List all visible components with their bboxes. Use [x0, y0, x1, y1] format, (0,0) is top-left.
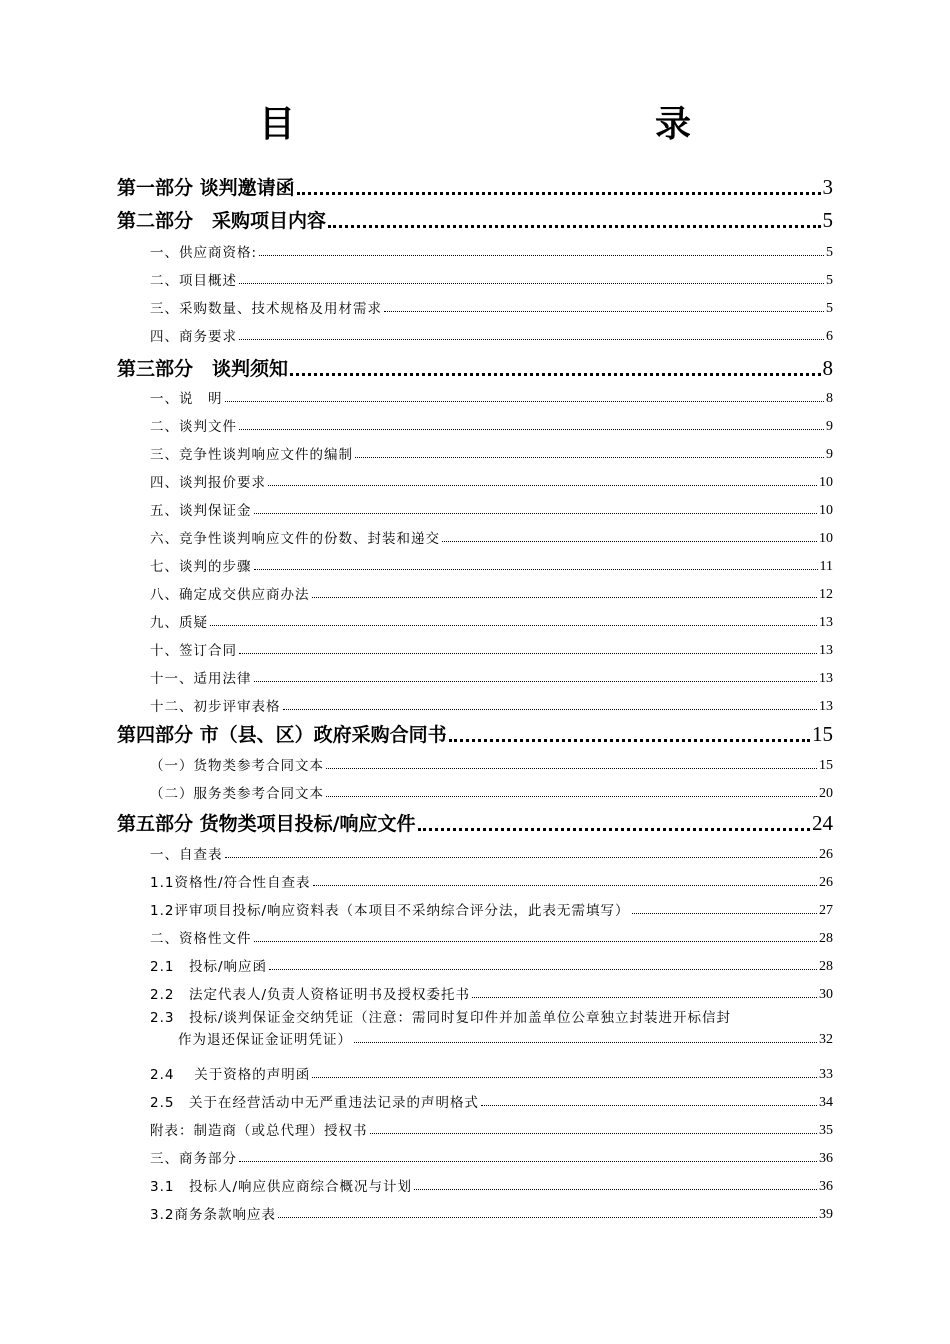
toc-entry-label: 三、竞争性谈判响应文件的编制 [150, 447, 353, 463]
dot-leader [283, 709, 818, 710]
dot-leader [239, 339, 824, 340]
toc-entry-label: 四、商务要求 [150, 329, 237, 345]
toc-entry-page: 33 [819, 1067, 833, 1082]
dot-leader [210, 625, 817, 626]
toc-entry[interactable] [150, 1145, 833, 1167]
dot-leader [254, 569, 818, 570]
toc-entry-page: 9 [826, 447, 833, 462]
toc-entry-page: 28 [819, 931, 833, 946]
toc-entry[interactable] [150, 323, 833, 345]
dot-leader [326, 768, 817, 769]
toc-entry-page: 6 [826, 329, 833, 344]
dot-leader [354, 1042, 817, 1043]
toc-entry-label: 1.2评审项目投标/响应资料表（本项目不采纳综合评分法，此表无需填写） [150, 903, 630, 919]
toc-entry-label: 九、质疑 [150, 615, 208, 631]
toc-entry-label: 2.5 关于在经营活动中无严重违法记录的声明格式 [150, 1095, 479, 1111]
dot-leader [254, 513, 818, 514]
toc-entry-label: 2.1 投标/响应函 [150, 959, 268, 975]
toc-entry[interactable] [150, 553, 833, 575]
toc-entry[interactable] [150, 869, 833, 891]
dot-leader [278, 1217, 817, 1218]
toc-entry-label: 一、说 明 [150, 391, 223, 407]
dot-leader [418, 828, 810, 831]
dot-leader [370, 1133, 818, 1134]
toc-entry-label: 七、谈判的步骤 [150, 559, 252, 575]
dot-leader [313, 885, 817, 886]
toc-entry-page: 26 [819, 875, 833, 890]
toc-entry-label: 六、竞争性谈判响应文件的份数、封装和递交 [150, 531, 440, 547]
toc-entry-part-2[interactable] [117, 203, 833, 233]
dot-leader [328, 225, 820, 228]
toc-entry-label: 第一部分 谈判邀请函 [117, 177, 295, 199]
dot-leader [355, 457, 824, 458]
toc-entry-page: 39 [819, 1207, 833, 1222]
dot-leader [632, 913, 817, 914]
dot-leader [254, 941, 818, 942]
dot-leader [326, 796, 817, 797]
dot-leader [239, 283, 824, 284]
toc-entry-label: 二、项目概述 [150, 273, 237, 289]
toc-entry-page: 15 [812, 722, 833, 746]
toc-entry[interactable] [150, 665, 833, 687]
toc-entry[interactable] [150, 925, 833, 947]
toc-entry[interactable] [150, 1089, 833, 1111]
toc-entry[interactable] [150, 239, 833, 261]
toc-entry[interactable] [150, 1201, 833, 1223]
dot-leader [239, 1161, 817, 1162]
toc-entry[interactable] [150, 441, 833, 463]
toc-entry[interactable] [150, 295, 833, 317]
toc-entry-label: 第三部分 谈判须知 [117, 358, 289, 380]
toc-entry-page: 13 [819, 643, 833, 658]
toc-entry-page: 10 [819, 475, 833, 490]
toc-entry-page: 32 [819, 1032, 833, 1047]
toc-entry-page: 8 [826, 391, 833, 406]
toc-entry-label: 2.2 法定代表人/负责人资格证明书及授权委托书 [150, 987, 471, 1003]
toc-entry[interactable] [150, 1173, 833, 1195]
toc-entry[interactable] [150, 693, 833, 715]
dot-leader [239, 429, 824, 430]
toc-entry-label: 2.3 投标/谈判保证金交纳凭证（注意：需同时复印件并加盖单位公章独立封装进开标信封 [150, 1010, 732, 1026]
toc-entry[interactable] [150, 385, 833, 407]
toc-entry-continuation [150, 1028, 833, 1048]
toc-entry-label: 四、谈判报价要求 [150, 475, 266, 491]
toc-entry-label: 3.1 投标人/响应供应商综合概况与计划 [150, 1179, 413, 1195]
toc-entry-label: 八、确定成交供应商办法 [150, 587, 310, 603]
dot-leader [442, 541, 817, 542]
toc-entry-label: 三、采购数量、技术规格及用材需求 [150, 301, 382, 317]
dot-leader [384, 311, 824, 312]
toc-entry-part-1[interactable] [117, 170, 833, 200]
dot-leader [481, 1105, 817, 1106]
toc-entry[interactable] [150, 637, 833, 659]
toc-entry-page: 5 [826, 273, 833, 288]
toc-entry-page: 5 [822, 208, 833, 232]
dot-leader [297, 192, 821, 195]
toc-entry-label: 第二部分 采购项目内容 [117, 210, 327, 232]
toc-entry-page: 24 [812, 811, 833, 835]
toc-entry-label: 一、供应商资格: [150, 245, 258, 261]
dot-leader [269, 969, 817, 970]
toc-entry-label: 三、商务部分 [150, 1151, 237, 1167]
toc-entry-label: 一、自查表 [150, 847, 223, 863]
toc-entry-page: 3 [822, 175, 833, 199]
toc-entry-page: 27 [819, 903, 833, 918]
toc-entry-page: 13 [819, 699, 833, 714]
dot-leader [449, 739, 810, 742]
toc-entry-label: 2.4 关于资格的声明函 [150, 1067, 311, 1083]
toc-entry[interactable] [150, 497, 833, 519]
toc-entry[interactable] [150, 413, 833, 435]
toc-entry-page: 36 [819, 1151, 833, 1166]
toc-entry-page: 34 [819, 1095, 833, 1110]
toc-entry-page: 10 [819, 503, 833, 518]
toc-entry-label: （一）货物类参考合同文本 [150, 758, 324, 774]
toc-entry-page: 36 [819, 1179, 833, 1194]
toc-entry-page: 30 [819, 987, 833, 1002]
toc-entry-label: 第五部分 货物类项目投标/响应文件 [117, 813, 416, 835]
toc-entry-page: 10 [819, 531, 833, 546]
toc-entry-page: 5 [826, 301, 833, 316]
toc-entry-label: 1.1资格性/符合性自查表 [150, 875, 311, 891]
toc-entry-label: 二、资格性文件 [150, 931, 252, 947]
toc-entry-part-3[interactable] [117, 351, 833, 381]
toc-entry[interactable] [150, 469, 833, 491]
toc-entry-label: 十二、初步评审表格 [150, 699, 281, 715]
toc-entry-page: 12 [819, 587, 833, 602]
toc-entry-page: 9 [826, 419, 833, 434]
dot-leader [312, 597, 818, 598]
dot-leader [225, 401, 825, 402]
toc-entry-label: （二）服务类参考合同文本 [150, 786, 324, 802]
toc-entry-page: 28 [819, 959, 833, 974]
toc-entry[interactable] [150, 780, 833, 802]
toc-entry-page: 5 [826, 245, 833, 260]
dot-leader [225, 857, 818, 858]
dot-leader [290, 373, 820, 376]
toc-entry[interactable] [150, 1117, 833, 1139]
dot-leader [472, 997, 817, 998]
toc-entry-label: 第四部分 市（县、区）政府采购合同书 [117, 724, 447, 746]
toc-entry-label: 五、谈判保证金 [150, 503, 252, 519]
toc-entry-label: 二、谈判文件 [150, 419, 237, 435]
toc-entry-wrapped[interactable] [150, 1008, 833, 1048]
toc-title: 目 录 [258, 104, 787, 145]
dot-leader [254, 681, 818, 682]
toc-entry[interactable] [150, 1061, 833, 1083]
toc-entry[interactable] [150, 752, 833, 774]
toc-entry[interactable] [150, 897, 833, 919]
toc-entry-label-cont: 作为退还保证金证明凭证） [178, 1032, 352, 1048]
toc-entry-page: 13 [819, 671, 833, 686]
toc-entry[interactable] [150, 953, 833, 975]
toc-entry[interactable] [150, 581, 833, 603]
toc-entry-part-5[interactable] [117, 806, 833, 836]
toc-entry-page: 15 [819, 758, 833, 773]
toc-entry-page: 26 [819, 847, 833, 862]
toc-entry[interactable] [150, 841, 833, 863]
toc-entry-page: 35 [819, 1123, 833, 1138]
toc-entry-page: 11 [819, 559, 833, 574]
toc-entry-page: 8 [822, 356, 833, 380]
dot-leader [268, 485, 817, 486]
toc-entry-page: 20 [819, 786, 833, 801]
toc-entry-label: 十、签订合同 [150, 643, 237, 659]
toc-entry-part-4[interactable] [117, 717, 833, 747]
dot-leader [239, 653, 817, 654]
toc-entry[interactable] [150, 609, 833, 631]
dot-leader [414, 1189, 817, 1190]
toc-entry-label: 附表：制造商（或总代理）授权书 [150, 1123, 368, 1139]
toc-entry[interactable] [150, 267, 833, 289]
toc-entry-page: 13 [819, 615, 833, 630]
toc-entry[interactable] [150, 525, 833, 547]
toc-entry[interactable] [150, 981, 833, 1003]
toc-entry-label: 十一、适用法律 [150, 671, 252, 687]
dot-leader [312, 1077, 817, 1078]
dot-leader [259, 255, 824, 256]
toc-entry-label: 3.2商务条款响应表 [150, 1207, 276, 1223]
